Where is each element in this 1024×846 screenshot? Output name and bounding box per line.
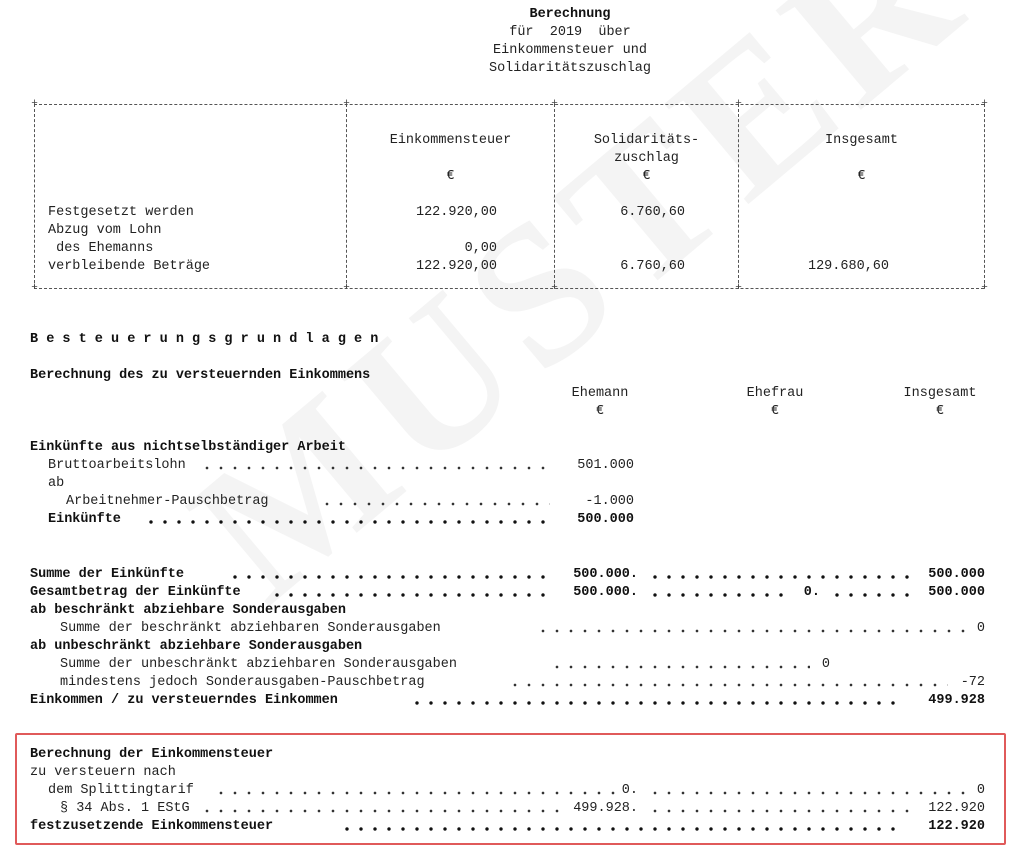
dot-leader [410,697,900,709]
value-gesamt-total: 500.000 [928,585,985,600]
col-header-einkommensteuer: Einkommensteuer [389,133,512,148]
tax-calc-heading: Berechnung der Einkommensteuer [30,747,274,762]
value-gesamt-ehefrau: 0. [803,585,820,600]
table-row-label: verbleibende Beträge [48,259,211,274]
row-label-summe-beschraenkt: Summe der beschränkt abziehbaren Sonderausgaben [60,621,441,636]
value-para34: 122.920 [928,801,985,816]
table-row-label: des Ehemanns [48,241,154,256]
row-label-ab: ab [48,476,65,491]
table-corner: + [343,98,350,110]
dot-leader [214,787,620,799]
dot-leader [340,823,900,835]
value-splitting: 0 [976,783,985,798]
dot-leader [550,661,810,673]
dot-leader [536,625,966,637]
table-corner: + [735,98,742,110]
value-einkommen: 499.928 [928,693,985,708]
table-corner: + [551,98,558,110]
value-gesamt-ehemann: 500.000. [573,585,638,600]
value-festzusetzende: 122.920 [928,819,985,834]
row-label-festzusetzende: festzusetzende Einkommensteuer [30,819,274,834]
table-cell-soli: 6.760,60 [620,205,685,220]
value-mindestens: -72 [960,675,985,690]
table-corner: + [31,98,38,110]
dot-leader [270,589,550,601]
row-label-mindestens: mindestens jedoch Sonderausgaben-Pauschbetrag [60,675,425,690]
doc-subtitle-tax: Einkommensteuer und [493,43,647,58]
row-label-einkuenfte: Einkünfte [48,512,121,527]
table-corner: + [551,282,558,294]
table-cell-est: 122.920,00 [415,205,497,220]
col-header-soli-line1: Solidaritäts- [593,133,700,148]
value-einkuenfte: 500.000 [577,512,634,527]
col-header-soli-line2: zuschlag [614,151,679,166]
table-bottom-border [34,288,984,289]
value-summe-unbeschraenkt: 0 [821,657,830,672]
table-left-border [34,104,35,288]
dot-leader [648,571,910,583]
dot-leader [648,805,910,817]
col-currency: € [935,404,945,419]
col-header-insgesamt: Insgesamt [825,133,898,148]
dot-leader [200,805,560,817]
dot-leader [228,571,550,583]
col-header-insgesamt: Insgesamt [903,386,977,401]
doc-subtitle-year: für 2019 über [509,25,631,40]
table-cell-est: 0,00 [464,241,497,256]
doc-subtitle-soli: Solidaritätszuschlag [488,61,652,76]
table-cell-est: 122.920,00 [415,259,497,274]
dot-leader [830,589,910,601]
dot-leader [648,589,788,601]
row-label-pauschbetrag: Arbeitnehmer-Pauschbetrag [66,494,269,509]
col-header-ehemann: Ehemann [571,386,629,401]
col-header-ehefrau: Ehefrau [746,386,804,401]
col-currency: € [642,169,651,184]
row-label-para34: § 34 Abs. 1 EStG [60,801,190,816]
row-label-ab-unbeschraenkt: ab unbeschränkt abziehbare Sonderausgaben [30,639,363,654]
table-corner: + [735,282,742,294]
dot-leader [508,679,948,691]
income-calc-heading: Berechnung des zu versteuernden Einkommens [30,368,371,383]
dot-leader [144,516,550,528]
table-corner: + [31,282,38,294]
value-pauschbetrag: -1.000 [585,494,634,509]
col-currency: € [446,169,455,184]
dot-leader [648,787,966,799]
value-summe-beschraenkt: 0 [976,621,985,636]
row-label-zu-versteuern: zu versteuern nach [30,765,176,780]
table-top-border [34,104,984,105]
table-row-label: Festgesetzt werden [48,205,194,220]
group-title: Einkünfte aus nichtselbständiger Arbeit [30,440,346,455]
value-splitting-mid: 0. [621,783,638,798]
col-currency: € [770,404,780,419]
value-summe-ehemann: 500.000. [573,567,638,582]
row-label-ab-beschraenkt: ab beschränkt abziehbare Sonderausgaben [30,603,346,618]
col-currency: € [595,404,605,419]
value-para34-mid: 499.928. [573,801,638,816]
dot-leader [320,498,550,510]
table-corner: + [981,98,988,110]
row-label-gesamtbetrag: Gesamtbetrag der Einkünfte [30,585,241,600]
value-summe-total: 500.000 [928,567,985,582]
watermark [150,0,1008,645]
dot-leader [200,462,550,474]
table-right-border [984,104,985,288]
row-label-brutto: Bruttoarbeitslohn [48,458,186,473]
row-label-summe-einkuenfte: Summe der Einkünfte [30,567,184,582]
doc-title: Berechnung [529,7,611,22]
col-currency: € [857,169,866,184]
table-corner: + [981,282,988,294]
row-label-splittingtarif: dem Splittingtarif [48,783,194,798]
value-brutto: 501.000 [577,458,634,473]
table-cell-soli: 6.760,60 [620,259,685,274]
table-row-label: Abzug vom Lohn [48,223,162,238]
table-cell-total: 129.680,60 [807,259,889,274]
section-title: B e s t e u e r u n g s g r u n d l a g e n [30,332,379,347]
row-label-summe-unbeschraenkt: Summe der unbeschränkt abziehbaren Sonderausgaben [60,657,457,672]
row-label-einkommen: Einkommen / zu versteuerndes Einkommen [30,693,338,708]
table-corner: + [343,282,350,294]
